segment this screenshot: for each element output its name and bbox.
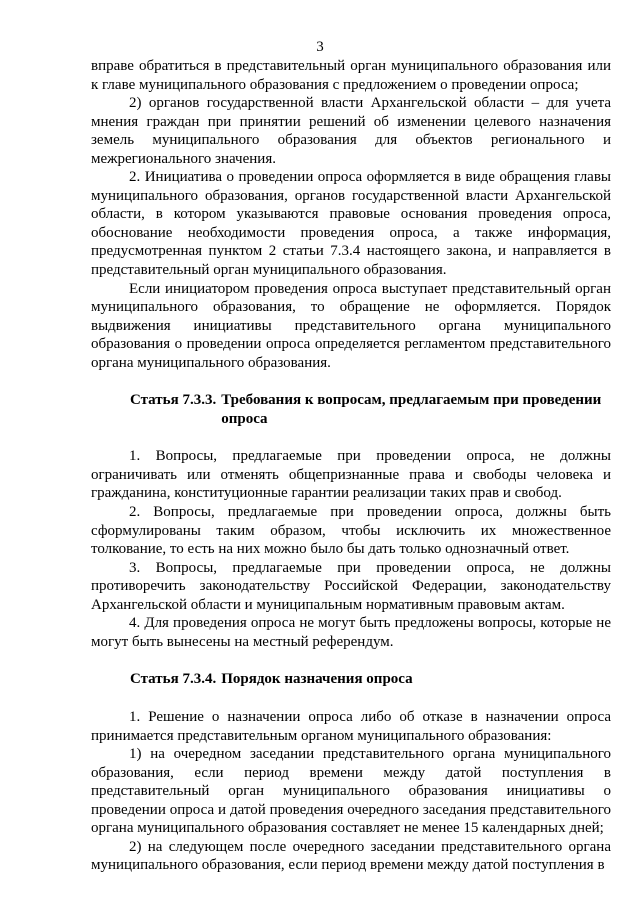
paragraph: 2. Инициатива о проведении опроса оформляется в виде обращения главы муниципального образования, органов государственной власти Архангельской области, в котором указываются правовые основания проведения опроса, обоснование необходимости проведения опроса, а также информация, предусмотренная пунктом 2 статьи 7.3.4 настоящего закона, и направляется в представительный орган муниципального образования.: [91, 169, 611, 279]
article-title: Требования к вопросам, предлагаемым при проведении опроса: [221, 392, 602, 427]
article-heading: [91, 670, 611, 689]
paragraph: 2) на следующем после очередного заседании представительного органа муниципального образования, если период времени между датой поступления в: [91, 838, 611, 874]
paragraph: 3. Вопросы, предлагаемые при проведении опроса, не должны противоречить законодательству Российской Федерации, законодательству Архангельской области и муниципальным нормативным правовым актам.: [91, 559, 611, 613]
article-number: Статья 7.3.4.: [130, 671, 217, 688]
article-title: Порядок назначения опроса: [221, 671, 413, 688]
paragraph: Если инициатором проведения опроса выступает представительный орган муниципального образования, то обращение не оформляется. Порядок выдвижения инициативы представительного органа муниципального образования о проведении опроса определяется регламентом представительного органа муниципального образования.: [91, 280, 611, 371]
paragraph: 2. Вопросы, предлагаемые при проведении опроса, должны быть сформулированы таким образом, чтобы исключить их множественное толкование, то есть на них можно было бы дать только однозначный ответ.: [91, 504, 611, 558]
article-heading: [91, 391, 611, 428]
paragraph: 2) органов государственной власти Архангельской области – для учета мнения граждан при принятии решений об изменении целевого назначения земель муниципального образования для объектов регионального и межрегионального значения.: [91, 95, 611, 167]
article-number: Статья 7.3.3.: [130, 392, 217, 409]
paragraph: 1. Вопросы, предлагаемые при проведении опроса, не должны ограничивать или отменять общепризнанные права и свободы человека и гражданина, конституционные гарантии реализации таких прав и свобод.: [91, 448, 611, 502]
paragraph: 4. Для проведения опроса не могут быть предложены вопросы, которые не могут быть вынесены на местный референдум.: [91, 615, 611, 650]
paragraph: вправе обратиться в представительный орган муниципального образования или к главе муниципального образования с предложением о проведении опроса;: [91, 58, 611, 93]
document-body: [91, 57, 611, 875]
paragraph: 1) на очередном заседании представительного органа муниципального образования, если период времени между датой поступления в представительный орган муниципального образования инициативы о проведении опроса и датой проведения очередного заседания представительного органа муниципального образования составляет не менее 15 календарных дней;: [91, 746, 611, 837]
page-number: 3: [316, 39, 324, 55]
paragraph: 1. Решение о назначении опроса либо об отказе в назначении опроса принимается представительным органом муниципального образования:: [91, 708, 611, 744]
